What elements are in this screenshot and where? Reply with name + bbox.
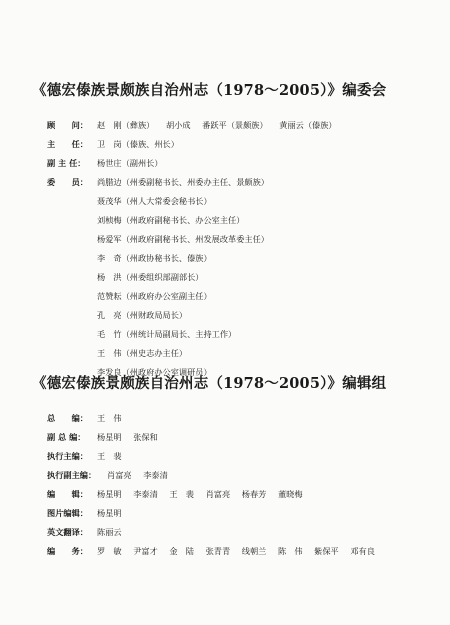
editor-name: 李泰清	[133, 489, 158, 499]
editorial-label: 总 编：	[47, 413, 88, 423]
editorial-label: 编 务：	[47, 546, 88, 556]
member-entry: 刘桢梅（州政府副秘书长、办公室主任）	[97, 215, 245, 225]
editorial-label: 英文翻译：	[47, 527, 88, 537]
editor-name: 金 陆	[169, 546, 194, 556]
editor-name: 肖富亮	[205, 489, 231, 499]
editorial-row-deputy-chief	[47, 430, 158, 444]
editorial-names	[97, 506, 122, 520]
editor-name: 陈丽云	[97, 527, 122, 537]
editorial-row-executive-deputy	[47, 468, 168, 482]
members-label: 委 员：	[47, 177, 88, 187]
editorial-names	[97, 449, 122, 463]
editor-name: 张青青	[205, 546, 231, 556]
editorial-label: 编 辑：	[47, 489, 88, 499]
members-row	[47, 175, 269, 189]
editorial-names	[97, 411, 122, 425]
adviser-name: 赵 刚（彝族）	[97, 120, 155, 130]
editor-name: 罗 敏	[97, 546, 122, 556]
editorial-heading: 《德宏傣族景颇族自治州志（1978～2005）》编辑组	[32, 375, 387, 392]
adviser-label: 顾 问：	[47, 120, 88, 130]
member-entry: 李 奇（州政协秘书长、傣族）	[97, 253, 212, 263]
adviser-row	[47, 118, 337, 132]
editor-name: 杨星明	[97, 432, 122, 442]
editor-name: 王 裴	[97, 451, 122, 461]
editor-name: 陈 伟	[277, 546, 303, 556]
editorial-names	[97, 544, 375, 558]
editorial-names	[97, 487, 303, 501]
editorial-label: 执行副主编：	[47, 470, 97, 480]
editor-name: 线朝兰	[241, 546, 267, 556]
editorial-row-clerical	[47, 544, 375, 558]
director-label: 主 任：	[47, 139, 88, 149]
deputy-director-name: 杨世庄（副州长）	[97, 158, 163, 168]
adviser-names	[97, 118, 337, 132]
editorial-label: 副 总 编：	[47, 432, 86, 442]
adviser-name: 黄丽云（傣族）	[279, 120, 337, 130]
member-entry: 聂茂华（州人大常委会秘书长）	[97, 196, 212, 206]
editor-name: 王 伟	[97, 413, 122, 423]
editorial-label: 执行主编：	[47, 451, 88, 461]
editor-name: 杨星明	[97, 508, 122, 518]
editorial-names	[97, 525, 122, 539]
editor-name: 肖富亮	[107, 470, 132, 480]
member-entry: 范赞耘（州政府办公室副主任）	[97, 291, 212, 301]
member-entry: 毛 竹（州统计局副局长、主持工作）	[97, 329, 237, 339]
member-entry: 王 伟（州史志办主任）	[97, 348, 188, 358]
editor-name: 王 裴	[169, 489, 194, 499]
editor-name: 张保和	[133, 432, 158, 442]
editorial-row-editors	[47, 487, 303, 501]
editor-name: 紫保平	[314, 546, 339, 556]
director-name: 卫 岗（傣族、州长）	[97, 139, 179, 149]
editorial-names	[107, 468, 168, 482]
editor-name: 李泰清	[143, 470, 168, 480]
editor-name: 尹富才	[133, 546, 158, 556]
committee-heading: 《德宏傣族景颇族自治州志（1978～2005）》编委会	[32, 82, 387, 99]
editor-name: 杨春芳	[241, 489, 267, 499]
editor-name: 杨星明	[97, 489, 122, 499]
editorial-row-photo-editor	[47, 506, 122, 520]
director-row	[47, 137, 179, 151]
member-entry: 杨 洪（州委组织部副部长）	[97, 272, 204, 282]
editor-name: 董晓梅	[277, 489, 303, 499]
editor-name: 邓有良	[350, 546, 375, 556]
editorial-names	[97, 430, 158, 444]
deputy-director-label: 副 主 任：	[47, 158, 86, 168]
editorial-row-chief-editor	[47, 411, 122, 425]
member-entry: 尚腊边（州委副秘书长、州委办主任、景颇族）	[97, 177, 269, 187]
editorial-label: 图片编辑：	[47, 508, 88, 518]
deputy-director-row	[47, 156, 163, 170]
member-entry: 李发良（州政府办公室调研员）	[97, 367, 212, 377]
adviser-name: 胡小成	[165, 120, 191, 130]
editorial-row-executive-chief	[47, 449, 122, 463]
member-entry: 杨爱军（州政府副秘书长、州发展改革委主任）	[97, 234, 269, 244]
member-entry: 孔 亮（州财政局局长）	[97, 310, 188, 320]
editorial-row-english-translation	[47, 525, 122, 539]
adviser-name: 番跃平（景颇族）	[202, 120, 268, 130]
